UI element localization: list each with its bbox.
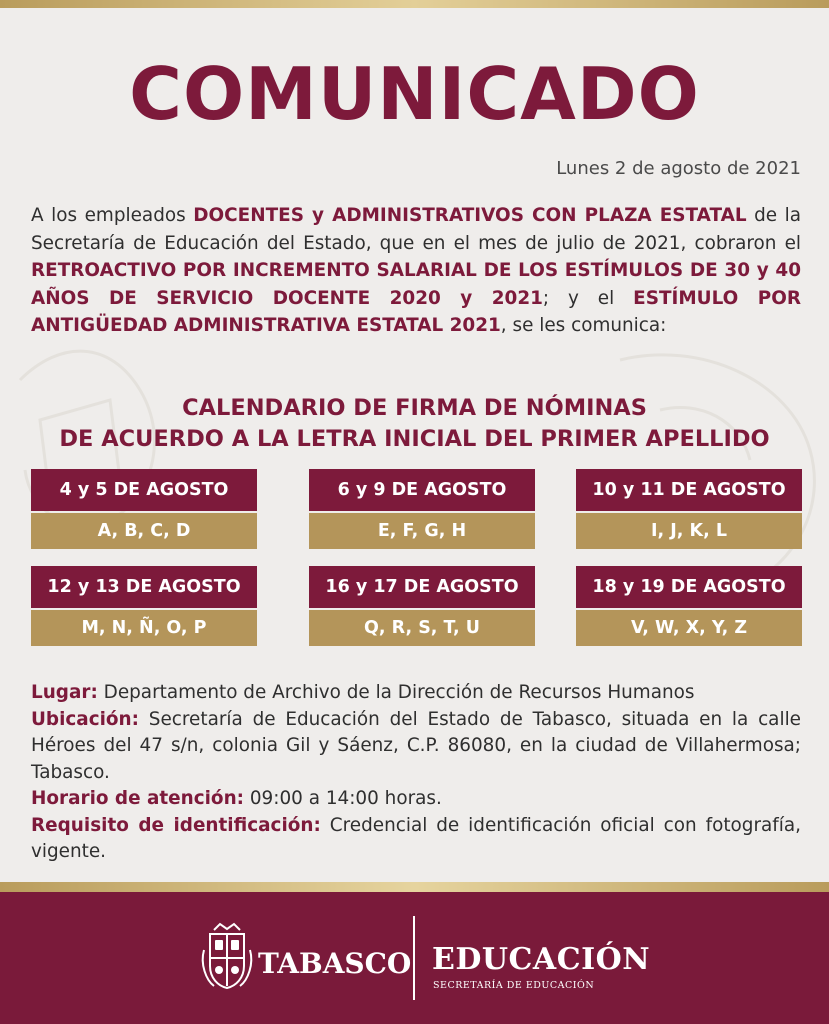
- info-ubicacion: [31, 707, 801, 787]
- calendar-entry-date: 12 y 13 DE AGOSTO: [31, 566, 257, 608]
- intro-highlight-employees: DOCENTES y ADMINISTRATIVOS CON PLAZA ESTATAL: [193, 205, 747, 226]
- intro-text-3: ; y el: [542, 287, 634, 309]
- intro-highlight-stimulus: ESTÍMULO POR ANTIGÜEDAD ADMINISTRATIVA ESTATAL 2021: [31, 287, 801, 336]
- requisito-label: Requisito de identificación:: [31, 814, 321, 836]
- calendar-entry-letters: E, F, G, H: [309, 513, 535, 549]
- calendar-entry-date: 4 y 5 DE AGOSTO: [31, 469, 257, 511]
- intro-paragraph: [31, 202, 801, 340]
- footer-gold-line: [0, 882, 829, 892]
- lugar-label: Lugar:: [31, 682, 98, 703]
- info-lugar: [31, 680, 801, 707]
- calendar-title: [0, 393, 829, 455]
- info-horario: [31, 786, 801, 813]
- calendar-entry: [309, 566, 535, 646]
- tabasco-crest-icon: [200, 920, 254, 992]
- footer-divider: [413, 916, 415, 1000]
- intro-text-4: , se les comunica:: [500, 315, 667, 336]
- calendar-entry-letters: Q, R, S, T, U: [309, 610, 535, 646]
- intro-text-2: de la Secretaría de Educación del Estado, que en el mes de julio de 2021, cobraron el: [31, 205, 801, 254]
- top-gold-bar: [0, 0, 829, 8]
- calendar-entry-date: 10 y 11 DE AGOSTO: [576, 469, 802, 511]
- calendar-entry-letters: M, N, Ñ, O, P: [31, 610, 257, 646]
- publication-date: Lunes 2 de agosto de 2021: [556, 158, 801, 179]
- calendar-title-line-1: CALENDARIO DE FIRMA DE NÓMINAS: [182, 395, 647, 421]
- calendar-entry-date: 6 y 9 DE AGOSTO: [309, 469, 535, 511]
- calendar-entry: [309, 469, 535, 549]
- calendar-entry: [576, 469, 802, 549]
- horario-value: 09:00 a 14:00 horas.: [244, 788, 442, 809]
- department-name: EDUCACIÓN: [432, 942, 651, 977]
- calendar-entry: [31, 469, 257, 549]
- ubicacion-value: Secretaría de Educación del Estado de Tabasco, situada en la calle Héroes del 47 s/n, colonia Gil y Sáenz, C.P. 86080, en la ciudad de Villahermosa; Tabasco.: [31, 708, 801, 783]
- intro-highlight-retroactive: RETROACTIVO POR INCREMENTO SALARIAL DE LOS ESTÍMULOS DE 30 y 40 AÑOS DE SERVICIO DOCENTE 2020 y 2021: [31, 260, 801, 309]
- calendar-entry-date: 18 y 19 DE AGOSTO: [576, 566, 802, 608]
- ubicacion-label: Ubicación:: [31, 708, 140, 730]
- calendar-entry: [31, 566, 257, 646]
- calendar-title-line-2: DE ACUERDO A LA LETRA INICIAL DEL PRIMER APELLIDO: [59, 426, 770, 452]
- calendar-entry-letters: I, J, K, L: [576, 513, 802, 549]
- calendar-entry-letters: A, B, C, D: [31, 513, 257, 549]
- info-section: [31, 680, 801, 866]
- calendar-entry-date: 16 y 17 DE AGOSTO: [309, 566, 535, 608]
- info-requisito: [31, 813, 801, 866]
- requisito-value: Credencial de identificación oficial con fotografía, vigente.: [31, 814, 801, 862]
- footer-bar: [0, 892, 829, 1024]
- calendar-entry-letters: V, W, X, Y, Z: [576, 610, 802, 646]
- horario-label: Horario de atención:: [31, 788, 245, 809]
- state-name: TABASCO: [258, 947, 412, 980]
- page-title: COMUNICADO: [129, 52, 700, 136]
- department-subtitle: SECRETARÍA DE EDUCACIÓN: [433, 980, 595, 991]
- calendar-entry: [576, 566, 802, 646]
- intro-text-1: A los empleados: [31, 205, 194, 226]
- lugar-value: Departamento de Archivo de la Dirección de Recursos Humanos: [97, 682, 695, 703]
